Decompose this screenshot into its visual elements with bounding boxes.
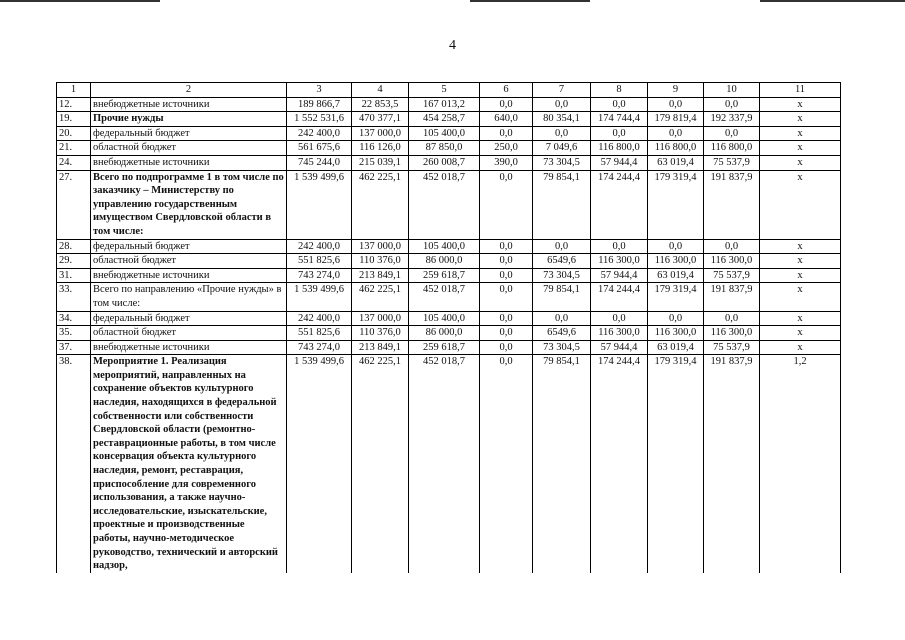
amount-cell: 640,0 <box>480 112 533 127</box>
row-name-cell: внебюджетные источники <box>91 155 287 170</box>
column-header: 6 <box>480 83 533 98</box>
reference-cell: х <box>760 311 841 326</box>
amount-cell: 259 618,7 <box>409 340 480 355</box>
row-number-cell: 20. <box>57 126 91 141</box>
budget-table <box>56 82 841 573</box>
page-number: 4 <box>449 38 456 53</box>
amount-cell: 75 537,9 <box>704 155 760 170</box>
amount-cell: 179 819,4 <box>648 112 704 127</box>
row-name-cell: областной бюджет <box>91 254 287 269</box>
amount-cell: 242 400,0 <box>287 311 352 326</box>
column-header: 2 <box>91 83 287 98</box>
amount-cell: 75 537,9 <box>704 268 760 283</box>
amount-cell: 137 000,0 <box>352 126 409 141</box>
row-number-cell: 24. <box>57 155 91 170</box>
table-row <box>57 311 841 326</box>
amount-cell: 0,0 <box>591 311 648 326</box>
amount-cell: 7 049,6 <box>533 141 591 156</box>
amount-cell: 189 866,7 <box>287 97 352 112</box>
amount-cell: 86 000,0 <box>409 254 480 269</box>
amount-cell: 0,0 <box>480 97 533 112</box>
amount-cell: 87 850,0 <box>409 141 480 156</box>
column-header: 8 <box>591 83 648 98</box>
reference-cell: х <box>760 326 841 341</box>
table-row <box>57 268 841 283</box>
amount-cell: 242 400,0 <box>287 239 352 254</box>
table-row <box>57 239 841 254</box>
row-name-cell: областной бюджет <box>91 141 287 156</box>
table-row <box>57 355 841 573</box>
row-name-cell: Всего по подпрограмме 1 в том числе по заказчику – Министерству по управлению государственным имуществом Свердловской области в том числе: <box>91 170 287 239</box>
reference-cell: 1,2 <box>760 355 841 573</box>
reference-cell: х <box>760 155 841 170</box>
reference-cell: х <box>760 126 841 141</box>
amount-cell: 116 800,0 <box>648 141 704 156</box>
row-number-cell: 34. <box>57 311 91 326</box>
amount-cell: 1 539 499,6 <box>287 355 352 573</box>
amount-cell: 63 019,4 <box>648 340 704 355</box>
row-number-cell: 33. <box>57 283 91 311</box>
amount-cell: 0,0 <box>648 239 704 254</box>
row-number-cell: 31. <box>57 268 91 283</box>
row-number-cell: 27. <box>57 170 91 239</box>
reference-cell: х <box>760 141 841 156</box>
table-row <box>57 283 841 311</box>
amount-cell: 462 225,1 <box>352 283 409 311</box>
amount-cell: 0,0 <box>480 239 533 254</box>
amount-cell: 551 825,6 <box>287 326 352 341</box>
amount-cell: 6549,6 <box>533 254 591 269</box>
amount-cell: 0,0 <box>533 311 591 326</box>
amount-cell: 105 400,0 <box>409 126 480 141</box>
amount-cell: 137 000,0 <box>352 311 409 326</box>
amount-cell: 0,0 <box>591 97 648 112</box>
row-name-cell: Мероприятие 1. Реализация мероприятий, направленных на сохранение объектов культурного наследия, находящихся в федеральной собственности или собственности Свердловской области (ремонтно-реставрационные работы, в том числе консервация объекта культурного наследия, ремонт, реставрация, приспособление для современного использования, а также научно-исследовательские, изыскательские, проектные и производственные работы, научно-методическое руководство, технический и авторский надзор, <box>91 355 287 573</box>
amount-cell: 191 837,9 <box>704 283 760 311</box>
row-number-cell: 38. <box>57 355 91 573</box>
amount-cell: 110 376,0 <box>352 254 409 269</box>
amount-cell: 57 944,4 <box>591 268 648 283</box>
amount-cell: 57 944,4 <box>591 340 648 355</box>
reference-cell: х <box>760 340 841 355</box>
table-row <box>57 112 841 127</box>
amount-cell: 0,0 <box>480 355 533 573</box>
top-edge-line <box>470 0 590 2</box>
table-row <box>57 126 841 141</box>
amount-cell: 73 304,5 <box>533 340 591 355</box>
amount-cell: 452 018,7 <box>409 355 480 573</box>
amount-cell: 73 304,5 <box>533 155 591 170</box>
amount-cell: 0,0 <box>480 268 533 283</box>
amount-cell: 137 000,0 <box>352 239 409 254</box>
amount-cell: 0,0 <box>480 340 533 355</box>
amount-cell: 0,0 <box>591 126 648 141</box>
column-header: 1 <box>57 83 91 98</box>
table-row <box>57 141 841 156</box>
amount-cell: 0,0 <box>648 97 704 112</box>
row-name-cell: федеральный бюджет <box>91 311 287 326</box>
amount-cell: 0,0 <box>704 97 760 112</box>
amount-cell: 116 800,0 <box>591 141 648 156</box>
amount-cell: 6549,6 <box>533 326 591 341</box>
row-number-cell: 12. <box>57 97 91 112</box>
row-number-cell: 29. <box>57 254 91 269</box>
table-row <box>57 97 841 112</box>
row-name-cell: федеральный бюджет <box>91 239 287 254</box>
table-header-row <box>57 83 841 98</box>
amount-cell: 213 849,1 <box>352 340 409 355</box>
amount-cell: 215 039,1 <box>352 155 409 170</box>
amount-cell: 0,0 <box>533 97 591 112</box>
amount-cell: 22 853,5 <box>352 97 409 112</box>
amount-cell: 1 539 499,6 <box>287 283 352 311</box>
reference-cell: х <box>760 268 841 283</box>
row-name-cell: федеральный бюджет <box>91 126 287 141</box>
amount-cell: 79 854,1 <box>533 283 591 311</box>
amount-cell: 116 800,0 <box>704 141 760 156</box>
table-row <box>57 170 841 239</box>
amount-cell: 116 126,0 <box>352 141 409 156</box>
amount-cell: 174 244,4 <box>591 355 648 573</box>
amount-cell: 116 300,0 <box>704 326 760 341</box>
column-header: 3 <box>287 83 352 98</box>
amount-cell: 174 244,4 <box>591 170 648 239</box>
row-name-cell: Прочие нужды <box>91 112 287 127</box>
amount-cell: 260 008,7 <box>409 155 480 170</box>
reference-cell: х <box>760 97 841 112</box>
amount-cell: 0,0 <box>480 170 533 239</box>
table-row <box>57 155 841 170</box>
row-name-cell: внебюджетные источники <box>91 268 287 283</box>
amount-cell: 390,0 <box>480 155 533 170</box>
reference-cell: х <box>760 112 841 127</box>
reference-cell: х <box>760 283 841 311</box>
amount-cell: 462 225,1 <box>352 355 409 573</box>
amount-cell: 174 244,4 <box>591 283 648 311</box>
column-header: 4 <box>352 83 409 98</box>
row-number-cell: 21. <box>57 141 91 156</box>
amount-cell: 462 225,1 <box>352 170 409 239</box>
row-name-cell: внебюджетные источники <box>91 97 287 112</box>
amount-cell: 0,0 <box>480 311 533 326</box>
amount-cell: 0,0 <box>480 326 533 341</box>
amount-cell: 242 400,0 <box>287 126 352 141</box>
amount-cell: 174 744,4 <box>591 112 648 127</box>
amount-cell: 80 354,1 <box>533 112 591 127</box>
row-name-cell: внебюджетные источники <box>91 340 287 355</box>
table-row <box>57 326 841 341</box>
column-header: 11 <box>760 83 841 98</box>
amount-cell: 179 319,4 <box>648 283 704 311</box>
amount-cell: 116 300,0 <box>704 254 760 269</box>
amount-cell: 0,0 <box>533 126 591 141</box>
row-number-cell: 19. <box>57 112 91 127</box>
column-header: 5 <box>409 83 480 98</box>
amount-cell: 191 837,9 <box>704 355 760 573</box>
row-name-cell: областной бюджет <box>91 326 287 341</box>
amount-cell: 0,0 <box>591 239 648 254</box>
amount-cell: 0,0 <box>648 126 704 141</box>
amount-cell: 0,0 <box>533 239 591 254</box>
amount-cell: 116 300,0 <box>648 326 704 341</box>
amount-cell: 75 537,9 <box>704 340 760 355</box>
amount-cell: 0,0 <box>480 283 533 311</box>
amount-cell: 0,0 <box>704 239 760 254</box>
amount-cell: 57 944,4 <box>591 155 648 170</box>
amount-cell: 105 400,0 <box>409 311 480 326</box>
amount-cell: 0,0 <box>648 311 704 326</box>
row-number-cell: 37. <box>57 340 91 355</box>
column-header: 9 <box>648 83 704 98</box>
amount-cell: 116 300,0 <box>591 326 648 341</box>
amount-cell: 0,0 <box>704 126 760 141</box>
amount-cell: 551 825,6 <box>287 254 352 269</box>
amount-cell: 167 013,2 <box>409 97 480 112</box>
amount-cell: 1 539 499,6 <box>287 170 352 239</box>
amount-cell: 454 258,7 <box>409 112 480 127</box>
amount-cell: 86 000,0 <box>409 326 480 341</box>
amount-cell: 745 244,0 <box>287 155 352 170</box>
top-edge-line <box>0 0 160 2</box>
amount-cell: 79 854,1 <box>533 355 591 573</box>
reference-cell: х <box>760 239 841 254</box>
amount-cell: 0,0 <box>480 254 533 269</box>
amount-cell: 73 304,5 <box>533 268 591 283</box>
amount-cell: 0,0 <box>480 126 533 141</box>
amount-cell: 192 337,9 <box>704 112 760 127</box>
amount-cell: 191 837,9 <box>704 170 760 239</box>
row-number-cell: 35. <box>57 326 91 341</box>
amount-cell: 259 618,7 <box>409 268 480 283</box>
amount-cell: 250,0 <box>480 141 533 156</box>
amount-cell: 63 019,4 <box>648 155 704 170</box>
amount-cell: 213 849,1 <box>352 268 409 283</box>
table-row <box>57 254 841 269</box>
reference-cell: х <box>760 254 841 269</box>
amount-cell: 743 274,0 <box>287 268 352 283</box>
amount-cell: 452 018,7 <box>409 170 480 239</box>
amount-cell: 743 274,0 <box>287 340 352 355</box>
amount-cell: 116 300,0 <box>648 254 704 269</box>
amount-cell: 79 854,1 <box>533 170 591 239</box>
amount-cell: 63 019,4 <box>648 268 704 283</box>
amount-cell: 0,0 <box>704 311 760 326</box>
amount-cell: 105 400,0 <box>409 239 480 254</box>
column-header: 7 <box>533 83 591 98</box>
amount-cell: 452 018,7 <box>409 283 480 311</box>
amount-cell: 470 377,1 <box>352 112 409 127</box>
amount-cell: 116 300,0 <box>591 254 648 269</box>
top-edge-line <box>760 0 905 2</box>
amount-cell: 179 319,4 <box>648 170 704 239</box>
table-row <box>57 340 841 355</box>
amount-cell: 110 376,0 <box>352 326 409 341</box>
row-name-cell: Всего по направлению «Прочие нужды» в том числе: <box>91 283 287 311</box>
reference-cell: х <box>760 170 841 239</box>
amount-cell: 179 319,4 <box>648 355 704 573</box>
row-number-cell: 28. <box>57 239 91 254</box>
column-header: 10 <box>704 83 760 98</box>
amount-cell: 561 675,6 <box>287 141 352 156</box>
amount-cell: 1 552 531,6 <box>287 112 352 127</box>
